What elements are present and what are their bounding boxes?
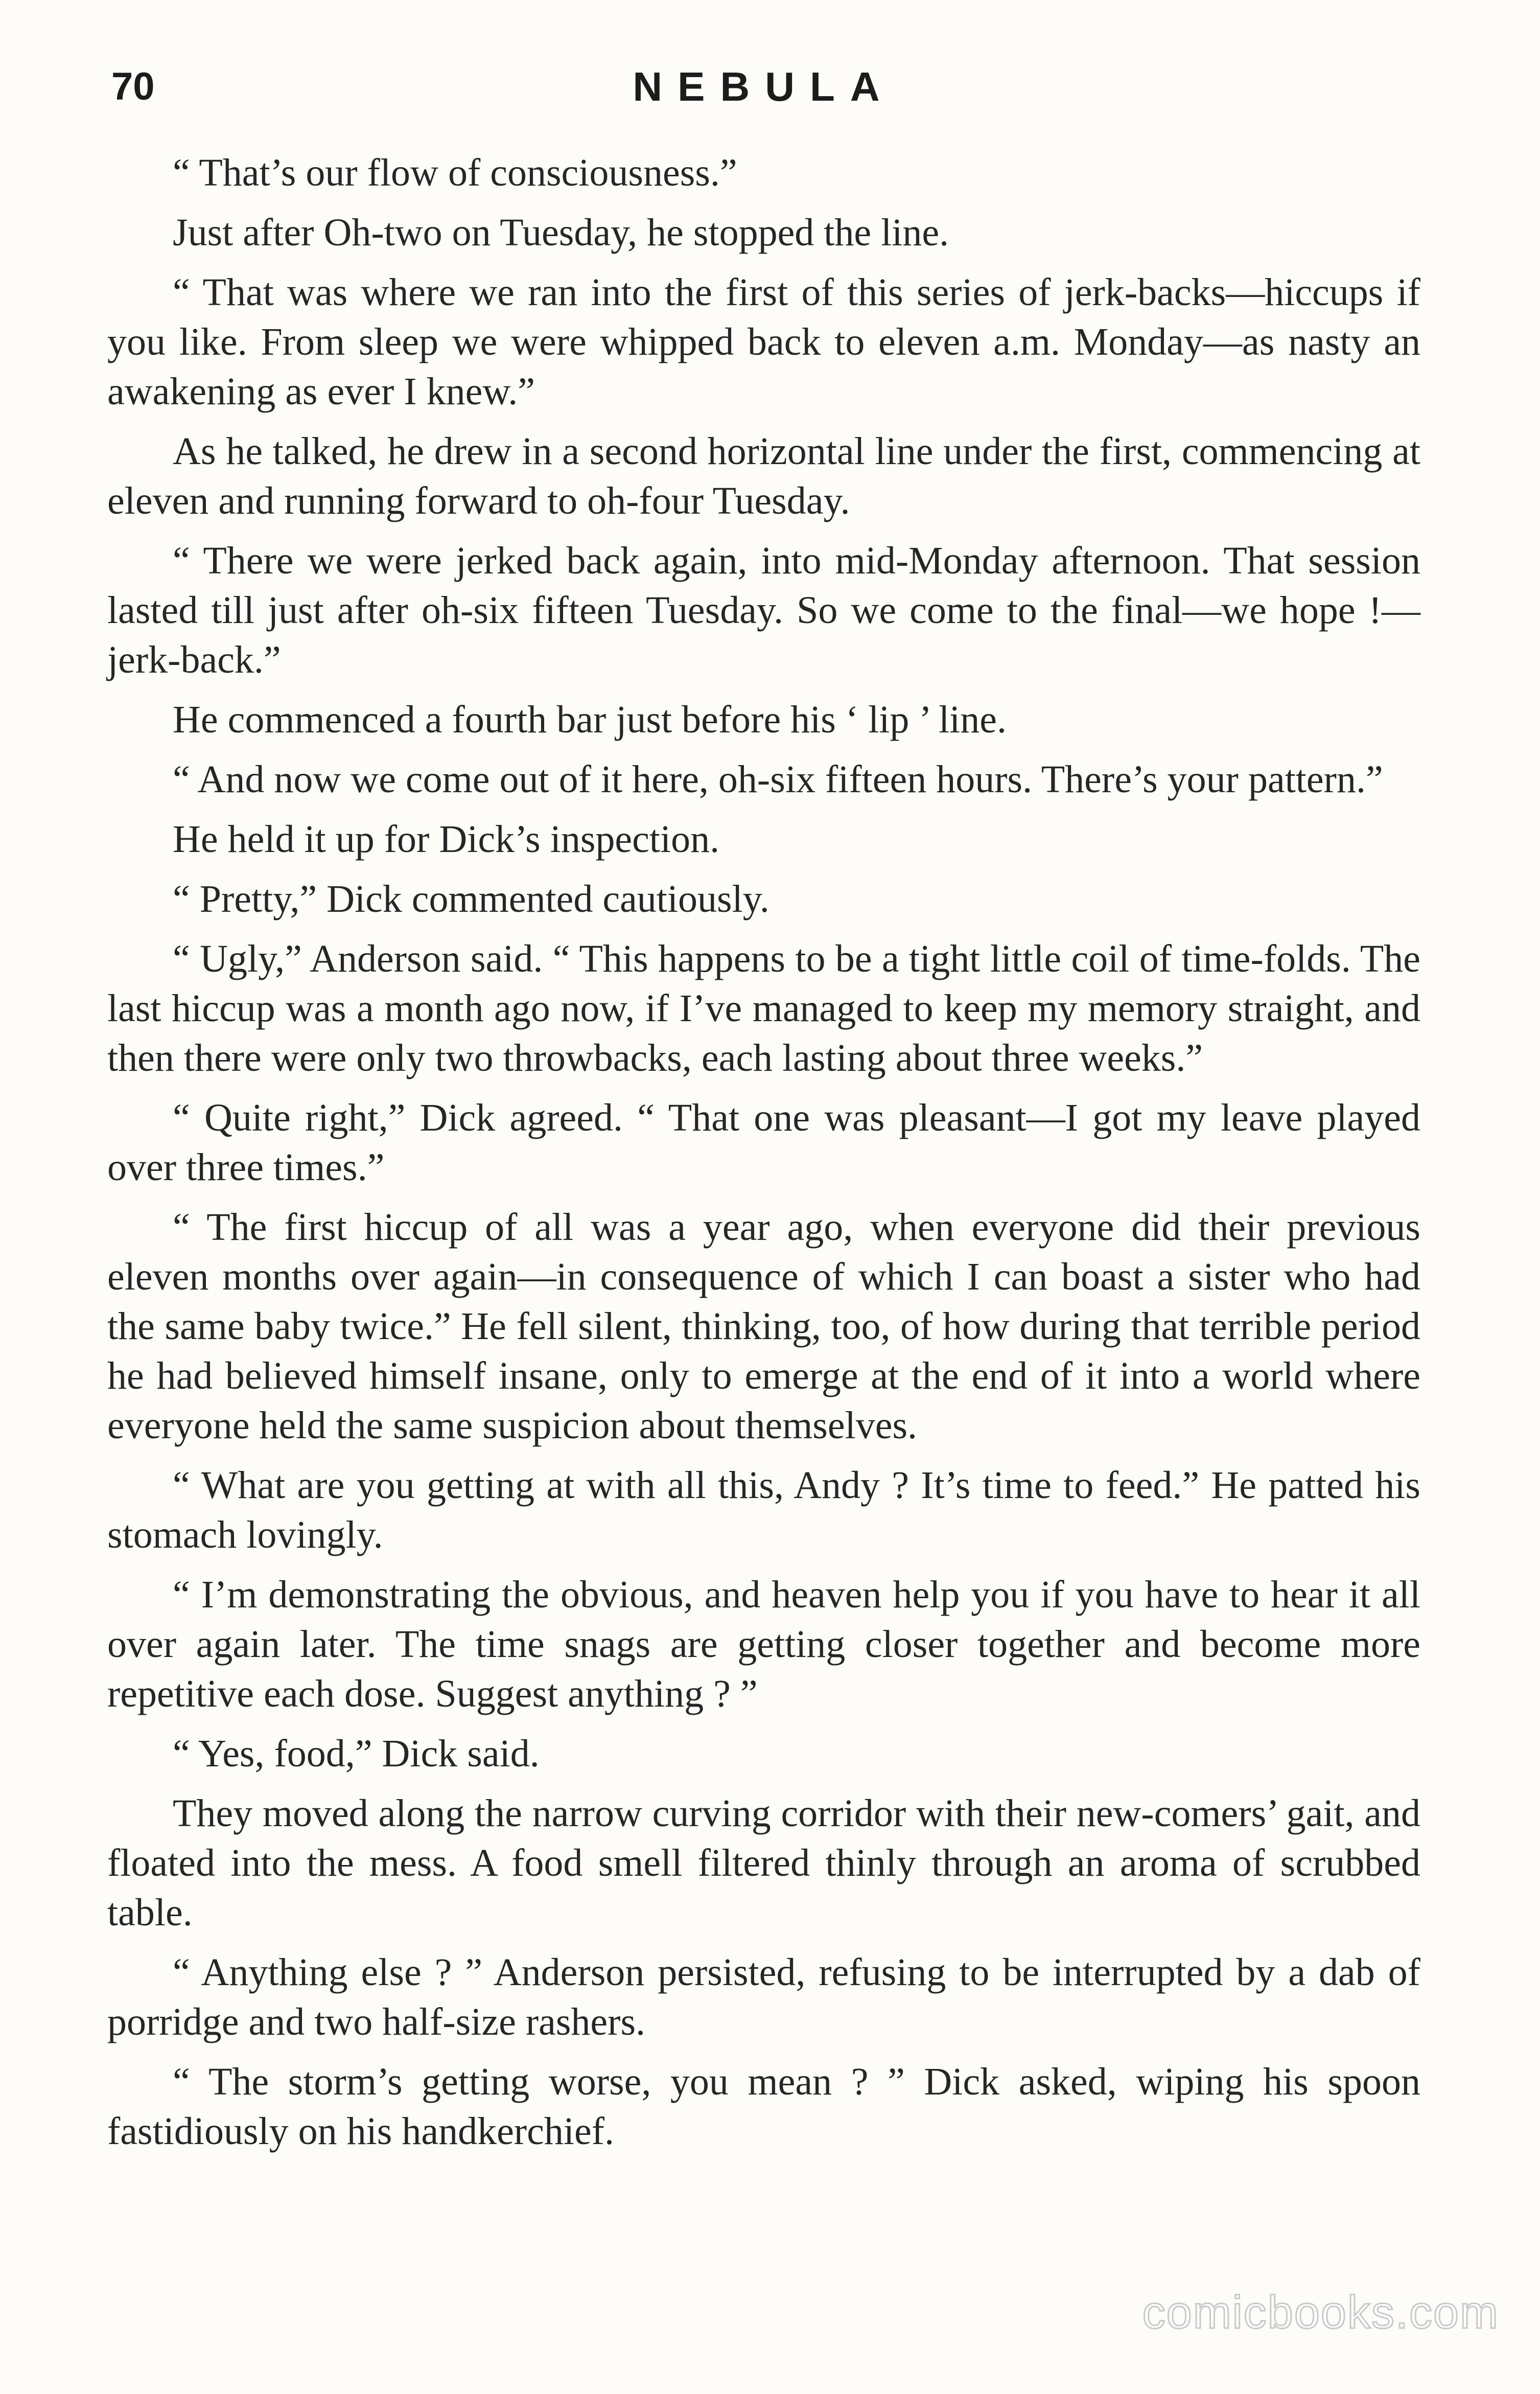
running-title: NEBULA xyxy=(633,64,895,109)
paragraph: “ There we were jerked back again, into mid-Monday afternoon. That session lasted till just after oh-six fifteen Tuesday. So we come to the final—we hope !—jerk-back.” xyxy=(107,539,1420,681)
paragraph: “ Pretty,” Dick commented cautiously. xyxy=(173,878,769,920)
body-text xyxy=(107,148,1420,2167)
paragraph: “ That’s our flow of consciousness.” xyxy=(173,151,737,194)
paragraph: “ Quite right,” Dick agreed. “ That one was pleasant—I got my leave played over three times.” xyxy=(107,1096,1420,1189)
paragraph: As he talked, he drew in a second horizontal line under the first, commencing at eleven and running forward to oh-four Tuesday. xyxy=(107,430,1420,522)
paragraph: He held it up for Dick’s inspection. xyxy=(173,818,720,861)
paragraph: Just after Oh-two on Tuesday, he stopped the line. xyxy=(173,211,949,254)
paragraph: “ The storm’s getting worse, you mean ? ” Dick asked, wiping his spoon fastidiously on his handkerchief. xyxy=(107,2060,1420,2153)
paragraph: “ That was where we ran into the first of this series of jerk-backs—hiccups if you like. From sleep we were whipped back to eleven a.m. Monday—as nasty an awakening as ever I knew.” xyxy=(107,271,1420,413)
paragraph: “ Ugly,” Anderson said. “ This happens to be a tight little coil of time-folds. The last hiccup was a month ago now, if I’ve managed to keep my memory straight, and then there were only two throwbacks, each lasting about three weeks.” xyxy=(107,937,1420,1079)
paragraph: “ And now we come out of it here, oh-six fifteen hours. There’s your pattern.” xyxy=(173,758,1383,801)
paragraph: “ The first hiccup of all was a year ago, when everyone did their previous eleven months over again—in consequence of which I can boast a sister who had the same baby twice.” He fell silent, thinking, too, of how during that terrible period he had believed himself insane, only to emerge at the end of it into a world where everyone held the same suspicion about themselves. xyxy=(107,1206,1420,1447)
watermark: comicbooks.com xyxy=(1142,2287,1499,2338)
paragraph: They moved along the narrow curving corridor with their new-comers’ gait, and floated into the mess. A food smell filtered thinly through an aroma of scrubbed table. xyxy=(107,1792,1420,1934)
paragraph: He commenced a fourth bar just before his ‘ lip ’ line. xyxy=(173,698,1007,741)
paragraph: “ I’m demonstrating the obvious, and heaven help you if you have to hear it all over again later. The time snags are getting closer together and become more repetitive each dose. Suggest anything ? ” xyxy=(107,1573,1420,1715)
paragraph: “ Anything else ? ” Anderson persisted, refusing to be interrupted by a dab of porridge and two half-size rashers. xyxy=(107,1951,1420,2043)
paragraph: “ What are you getting at with all this, Andy ? It’s time to feed.” He patted his stomach lovingly. xyxy=(107,1464,1420,1556)
paragraph: “ Yes, food,” Dick said. xyxy=(173,1732,540,1775)
page-header xyxy=(107,61,1420,118)
page-number: 70 xyxy=(111,65,155,108)
